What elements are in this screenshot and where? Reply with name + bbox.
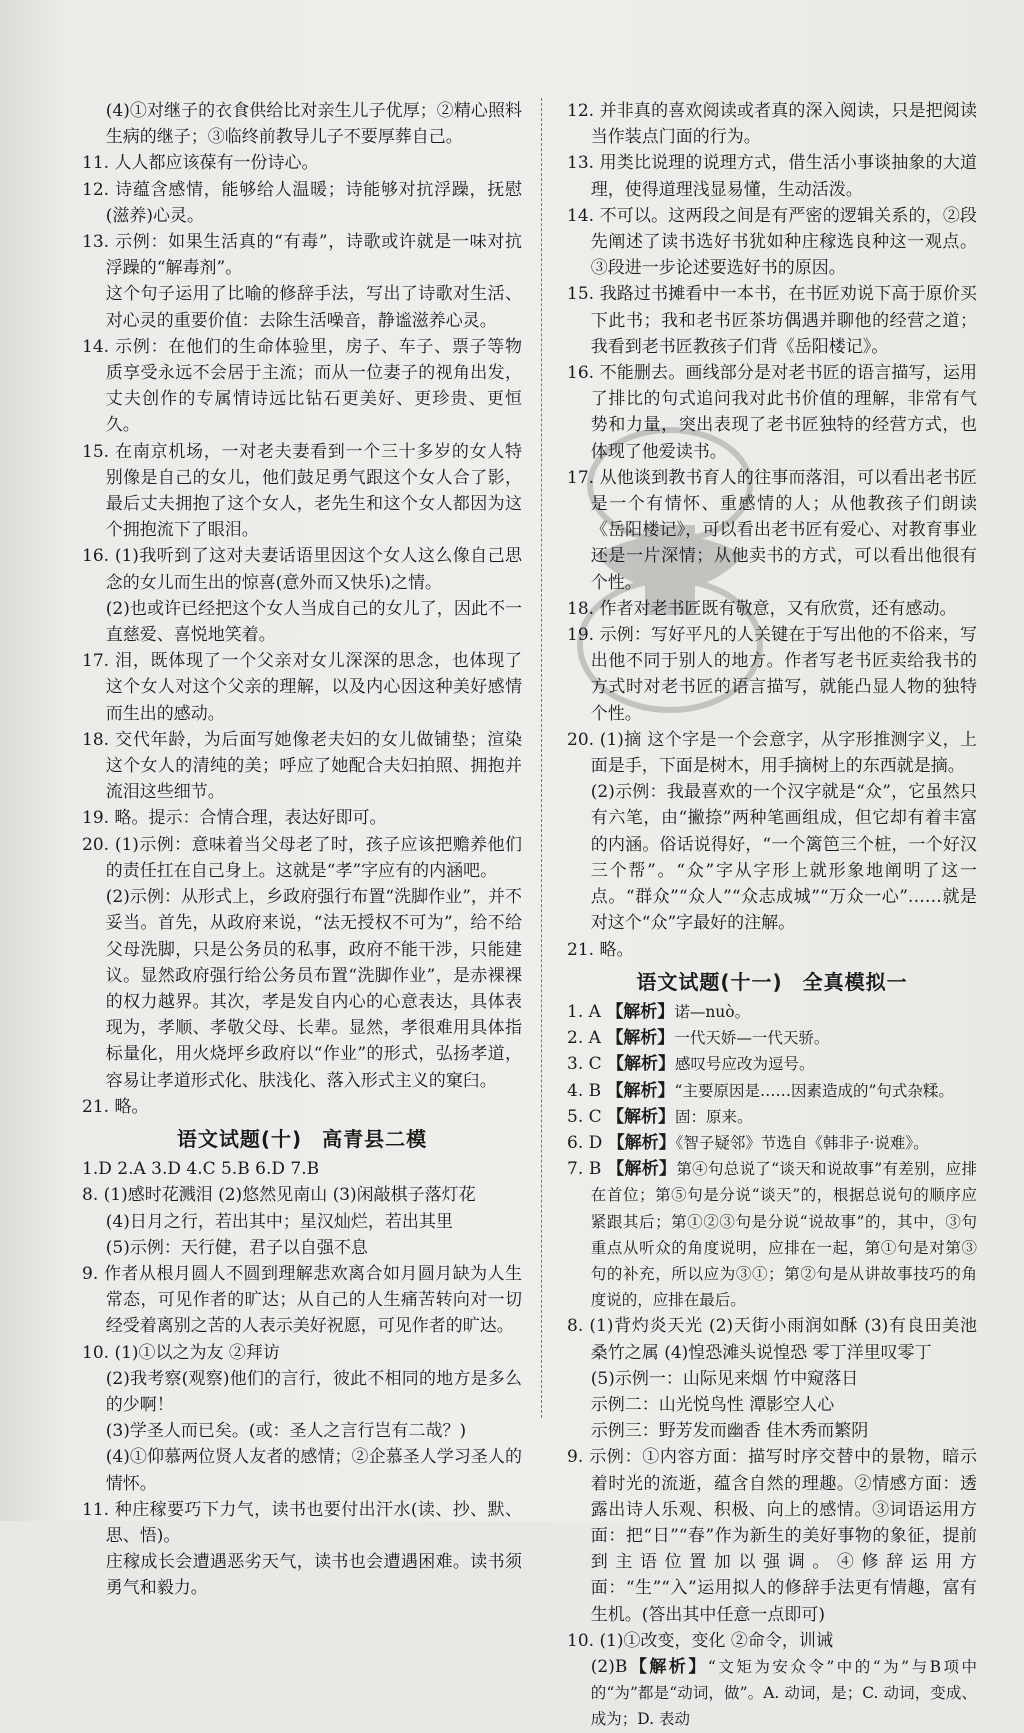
answer-item: 16. (1)我听到了这对夫妻话语里因这个女人这么像自己思念的女儿而生出的惊喜(意外而又快乐)之情。 [82, 546, 522, 593]
section-10-answer-item: (3)学圣人而已矣。(或：圣人之言行岂有二哉？) [105, 1421, 467, 1442]
section-10-answer-item: (2)我考察(观察)他们的言行，彼此不相同的地方是多么的少啊！ [105, 1368, 522, 1415]
left-column [82, 98, 522, 1602]
answer-choice: 3. C [567, 1054, 602, 1075]
answer-item: 21. 略。 [567, 939, 634, 960]
analysis-body: 固：原来。 [675, 1107, 753, 1126]
analysis-item [567, 1104, 977, 1130]
answer-item: 19. 示例：写好平凡的人关键在于写出他的不俗来，写出他不同于别人的地方。作者写老书匠卖给我书的方式时对老书匠的语言描写，就能凸显人物的独特个性。 [567, 625, 977, 724]
section-10-answer-item: 11. 种庄稼要巧下力气，读书也要付出汗水(读、抄、默、思、悟)。 [82, 1499, 522, 1546]
section-10-subtitle: 高青县二模 [322, 1126, 428, 1151]
answer-choice: 1. A [567, 1001, 601, 1022]
analysis-body: 诺—nuò。 [674, 1002, 751, 1021]
section-11-title: 语文试题(十一) [636, 969, 783, 994]
answer-item: 11. 人人都应该葆有一份诗心。 [82, 153, 319, 174]
answer-choice: 2. A [567, 1028, 601, 1049]
answer-item: 18. 作者对老书匠既有敬意，又有欣赏，还有感动。 [567, 598, 957, 619]
answer-prefix: (2)B [590, 1656, 628, 1677]
answer-item: 12. 诗蕴含感情，能够给人温暖；诗能够对抗浮躁，抚慰(滋养)心灵。 [82, 179, 522, 226]
analysis-tag: 【解析】 [607, 1106, 676, 1127]
answer-item: 20. (1)示例：意味着当父母老了时，孩子应该把赡养他们的责任扛在自己身上。这就是“孝”字应有的内涵吧。 [82, 834, 522, 881]
answer-item: 17. 从他谈到教书育人的往事而落泪，可以看出老书匠是一个有情怀、重感情的人；从他教孩子们朗读《岳阳楼记》，可以看出老书匠有爱心、对教育事业还是一片深情；从他卖书的方式，可以看出他很有个性。 [567, 467, 977, 593]
analysis-tag: 【解析】 [607, 1132, 676, 1153]
analysis-body: 一代天娇—一代天骄。 [674, 1029, 830, 1048]
analysis-item [567, 1025, 977, 1051]
section-10-answer-item: 庄稼成长会遭遇恶劣天气，读书也会遭遇困难。读书须勇气和毅力。 [105, 1552, 522, 1599]
analysis-tag: 【解析】 [606, 1001, 675, 1022]
analysis-body: “文矩为安众令”中的“为”与B项中的“为”都是“动词，做”。A. 动词，是；C. 动词，变成、成为；D. 表动 [590, 1657, 978, 1729]
analysis-body: “主要原因是……因素造成的”句式杂糅。 [674, 1081, 954, 1100]
answer-item: (4)①对继子的衣食供给比对亲生儿子优厚；②精心照料生病的继子；③临终前教导儿子不要厚葬自己。 [105, 101, 522, 148]
answer-item: 13. 示例：如果生活真的“有毒”，诗歌或许就是一味对抗浮躁的“解毒剂”。 [82, 232, 522, 279]
section-10-answer-item: 9. 作者从根月圆人不圆到理解悲欢离合如月圆月缺为人生常态，可见作者的旷达；从自己的人生痛苦转向对一切经受着离别之苦的人表示美好祝愿，可见作者的旷达。 [82, 1263, 522, 1337]
analysis-item [567, 1078, 977, 1104]
answer-item: (2)也或许已经把这个女人当成自己的女儿了，因此不一直慈爱、喜悦地笑着。 [105, 598, 522, 646]
section-11-subtitle: 全真模拟一 [802, 969, 908, 994]
answer-item: 13. 用类比说理的说理方式，借生活小事谈抽象的大道理，使得道理浅显易懂，生动活泼。 [567, 153, 977, 200]
answer-item: 18. 交代年龄，为后面写她像老夫妇的女儿做铺垫；渲染这个女人的清纯的美；呼应了她配合夫妇拍照、拥抱并流泪这些细节。 [82, 729, 522, 803]
answer-choice: 4. B [567, 1080, 602, 1101]
right-answers-list [567, 98, 977, 963]
answer-item: 14. 不可以。这两段之间是有严密的逻辑关系的，②段先阐述了读书选好书犹如种庄稼选良种这一观点。③段进一步论述要选好书的原因。 [567, 205, 977, 279]
analysis-body: 第④句总说了“谈天和说故事”有差别，应排在首位；第⑤句是分说“谈天”的，根据总说句的顺序应紧跟其后；第①②③句是分说“说故事”的，其中，③句重点从听众的角度说明，应排在一起，第①句是对第③句的补充，所以应为③①；第②句是从讲故事技巧的角度说的，应排在最后。 [590, 1160, 977, 1310]
analysis-tag: 【解析】 [627, 1656, 708, 1677]
answer-item: 17. 泪，既体现了一个父亲对女儿深深的思念，也体现了这个女人对这个父亲的理解，以及内心因这种美好感情而生出的感动。 [82, 651, 522, 724]
column-divider [541, 98, 542, 1418]
right-column [567, 98, 977, 1733]
answer-10-2 [567, 1654, 977, 1733]
answer-item: 21. 略。 [82, 1096, 149, 1117]
answer-item: 15. 我路过书摊看中一本书，在书匠劝说下高于原价买下此书；我和老书匠茶坊偶遇并聊他的经营之道；我看到老书匠教孩子们背《岳阳楼记》。 [567, 284, 977, 357]
section-10-answer-item: 10. (1)①以之为友 ②拜访 [82, 1342, 280, 1363]
answer-item: 16. 不能删去。画线部分是对老书匠的语言描写，运用了排比的句式追问我对此书价值的理解，非常有气势和力量，突出表现了老书匠独特的经营方式，也体现了他爱读书。 [567, 363, 977, 462]
section-11-answer-item: 8. (1)背灼炎天光 (2)天街小雨润如酥 (3)有良田美池桑竹之属 (4)惶恐滩头说惶恐 零丁洋里叹零丁 [567, 1316, 977, 1363]
answer-item: 19. 略。提示：合情合理，表达好即可。 [82, 808, 387, 829]
analysis-tag: 【解析】 [606, 1080, 675, 1101]
section-11-analysis-list [567, 999, 977, 1313]
section-11-answer-item: 10. (1)①改变，变化 ②命令，训诫 [567, 1630, 833, 1651]
answer-choice: 5. C [567, 1106, 602, 1127]
section-11-answer-item: 示例三：野芳发而幽香 佳木秀而繁阴 [590, 1421, 869, 1442]
analysis-item [567, 999, 977, 1025]
section-11-answer-item: 示例二：山光悦鸟性 潭影空人心 [590, 1394, 835, 1415]
section-11-answer-item: (5)示例一：山际见来烟 竹中窥落日 [590, 1368, 859, 1389]
section-10-heading [82, 1126, 522, 1152]
section-11-answers [567, 1313, 977, 1654]
analysis-body: 感叹号应改为逗号。 [675, 1055, 815, 1074]
analysis-body: 《智子疑邻》节选自《韩非子·说难》。 [675, 1133, 929, 1152]
section-10-answer-item: (5)示例：天行健，君子以自强不息 [105, 1237, 368, 1258]
analysis-item [567, 1051, 977, 1077]
section-10-answer-item: 1.D 2.A 3.D 4.C 5.B 6.D 7.B [82, 1159, 320, 1180]
analysis-item [567, 1130, 977, 1156]
analysis-item [567, 1156, 977, 1313]
answer-item: 12. 并非真的喜欢阅读或者真的深入阅读，只是把阅读当作装点门面的行为。 [567, 101, 977, 148]
answer-choice: 6. D [567, 1132, 603, 1153]
analysis-tag: 【解析】 [607, 1054, 676, 1075]
answer-item: 14. 示例：在他们的生命体验里，房子、车子、票子等物质享受永远不会居于主流；而从一位妻子的视角出发，丈夫创作的专属情诗远比钻石更美好、更珍贵、更恒久。 [82, 336, 522, 436]
section-11-heading [567, 969, 977, 995]
left-answers-list [82, 98, 522, 1120]
section-10-answer-item: (4)①仰慕两位贤人友者的感情；②企慕圣人学习圣人的情怀。 [105, 1447, 522, 1494]
answer-item: 15. 在南京机场，一对老夫妻看到一个三十多岁的女人特别像是自己的女儿，他们鼓足勇气跟这个女人合了影，最后丈夫拥抱了这个女人，老先生和这个女人都因为这个拥抱流下了眼泪。 [82, 441, 522, 541]
analysis-tag: 【解析】 [607, 1159, 677, 1180]
section-11-answer-item: 9. 示例：①内容方面：描写时序交替中的景物，暗示着时光的流逝，蕴含自然的理趣。②情感方面：透露出诗人乐观、积极、向上的感情。③词语运用方面：把“日”“春”作为新生的美好事物的象征，提前到主语位置加以强调。④修辞运用方面：“生”“入”运用拟人的修辞手法更有情趣，富有生机。(答出其中任意一点即可) [567, 1447, 977, 1625]
analysis-tag: 【解析】 [606, 1028, 675, 1049]
answer-item: (2)示例：我最喜欢的一个汉字就是“众”，它虽然只有六笔，由“撇捺”两种笔画组成，但它却有着丰富的内涵。俗话说得好，“一个篱笆三个桩，一个好汉三个帮”。“众”字从字形上就形象地阐明了这一点。“群众”“众人”“众志成城”“万众一心”……就是对这个“众”字最好的注解。 [590, 782, 977, 934]
section-10-answer-item: (4)日月之行，若出其中；星汉灿烂，若出其里 [105, 1211, 453, 1232]
section-10-answers [82, 1156, 522, 1601]
answer-choice: 7. B [567, 1159, 602, 1180]
answer-item: 这个句子运用了比喻的修辞手法，写出了诗歌对生活、对心灵的重要价值：去除生活噪音，静谧滋养心灵。 [105, 284, 522, 331]
answer-item: (2)示例：从形式上，乡政府强行布置“洗脚作业”，并不妥当。首先，从政府来说，“法无授权不可为”，给不给父母洗脚，只是公务员的私事，政府不能干涉，只能建议。显然政府强行给公务员布置“洗脚作业”，是赤裸裸的权力越界。其次，孝是发自内心的心意表达，具体表现为，孝顺、孝敬父母、长辈。显然，孝很难用具体指标量化，用火烧坪乡政府以“作业”的形式，弘扬孝道，容易让孝道形式化、肤浅化、落入形式主义的窠臼。 [105, 887, 522, 1091]
answer-item: 20. (1)摘 这个字是一个会意字，从字形推测字义，上面是手，下面是树木，用手摘树上的东西就是摘。 [567, 729, 977, 777]
section-10-title: 语文试题(十) [176, 1126, 303, 1151]
section-10-answer-item: 8. (1)感时花溅泪 (2)悠然见南山 (3)闲敲棋子落灯花 [82, 1185, 476, 1206]
